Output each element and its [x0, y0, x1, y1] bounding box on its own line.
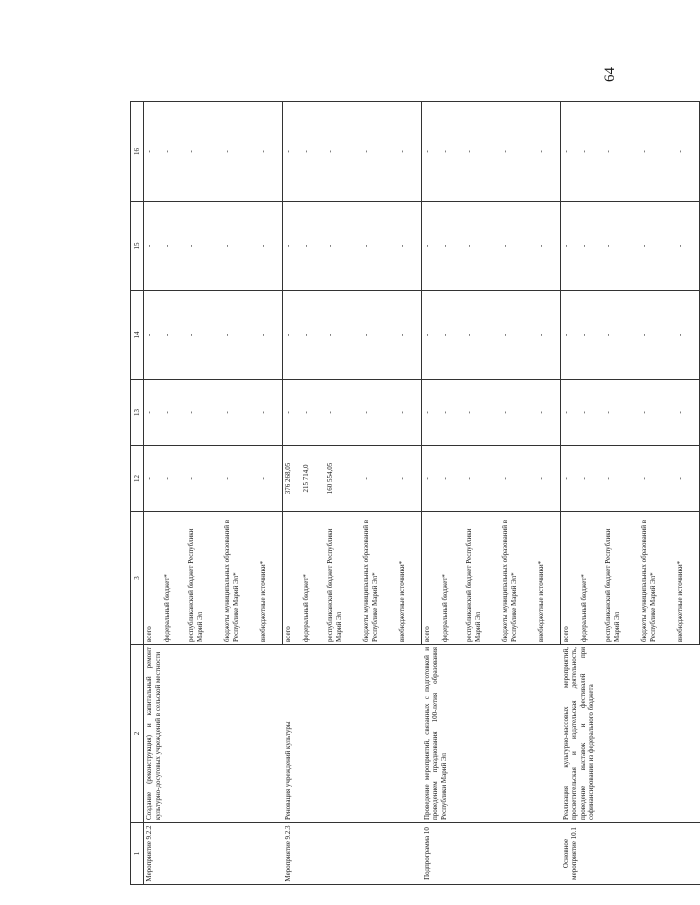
value-cell: - — [361, 291, 397, 380]
value-cell: - — [536, 380, 561, 446]
value-cell: - — [301, 202, 325, 291]
value-cell: - — [325, 380, 361, 446]
value-cell: - — [361, 202, 397, 291]
value-cell: - — [283, 102, 302, 202]
value-cell: - — [422, 446, 441, 512]
value-cell: - — [162, 380, 186, 446]
table-row — [283, 102, 302, 885]
rotated-table-container — [130, 102, 685, 885]
value-cell: - — [258, 102, 283, 202]
item-code: Мероприятие 9.2.2 — [144, 823, 283, 885]
column-header: 16 — [131, 102, 144, 202]
value-cell: - — [422, 102, 441, 202]
value-cell: - — [675, 102, 700, 202]
value-cell: - — [536, 102, 561, 202]
item-name: Реновация учреждений культуры — [283, 645, 422, 823]
value-cell: - — [162, 202, 186, 291]
value-cell: - — [361, 102, 397, 202]
value-cell: - — [440, 291, 464, 380]
value-cell: - — [144, 380, 163, 446]
value-cell: - — [464, 380, 500, 446]
value-cell: - — [464, 102, 500, 202]
value-cell: - — [186, 380, 222, 446]
funding-source: внебюджетные источники* — [675, 512, 700, 645]
funding-source: федеральный бюджет* — [162, 512, 186, 645]
value-cell: - — [325, 202, 361, 291]
value-cell: - — [361, 380, 397, 446]
item-code: Подпрограмма 10 — [422, 823, 561, 885]
value-cell: - — [500, 291, 536, 380]
value-cell: - — [186, 291, 222, 380]
funding-source: внебюджетные источники* — [397, 512, 422, 645]
funding-source: внебюджетные источники* — [536, 512, 561, 645]
value-cell: - — [639, 102, 675, 202]
funding-source: всего — [561, 512, 580, 645]
value-cell: - — [500, 202, 536, 291]
funding-source: всего — [422, 512, 441, 645]
value-cell: - — [222, 102, 258, 202]
value-cell: - — [222, 202, 258, 291]
column-header: 12 — [131, 446, 144, 512]
value-cell: - — [283, 202, 302, 291]
table-row — [422, 102, 441, 885]
value-cell: - — [361, 446, 397, 512]
column-header: 3 — [131, 512, 144, 645]
item-name: Проведение мероприятий, связанных с подготовкой и проведением празднования 100-летия образования Республики Марий Эл — [422, 645, 561, 823]
value-cell: - — [325, 102, 361, 202]
table-row — [144, 102, 163, 885]
page-number: 64 — [602, 67, 618, 82]
value-cell: - — [222, 380, 258, 446]
funding-source: республиканский бюджет Республики Марий Эл — [603, 512, 639, 645]
value-cell: - — [579, 202, 603, 291]
value-cell: - — [579, 446, 603, 512]
value-cell: - — [186, 202, 222, 291]
value-cell: - — [675, 380, 700, 446]
item-name: Создание (реконструкция) и капитальный ремонт культурно-досуговых учреждений в сельской местности — [144, 645, 283, 823]
column-header: 13 — [131, 380, 144, 446]
funding-source: республиканский бюджет Республики Марий Эл — [464, 512, 500, 645]
value-cell: - — [440, 446, 464, 512]
value-cell: - — [186, 102, 222, 202]
value-cell: - — [579, 380, 603, 446]
value-cell: - — [186, 446, 222, 512]
value-cell: - — [162, 446, 186, 512]
value-cell: - — [603, 380, 639, 446]
value-cell: - — [422, 291, 441, 380]
value-cell: - — [675, 446, 700, 512]
value-cell: - — [258, 380, 283, 446]
funding-source: республиканский бюджет Республики Марий Эл — [325, 512, 361, 645]
value-cell: - — [422, 380, 441, 446]
value-cell: - — [603, 202, 639, 291]
funding-source: бюджеты муниципальных образований в Республике Марий Эл* — [639, 512, 675, 645]
funding-source: бюджеты муниципальных образований в Республике Марий Эл* — [500, 512, 536, 645]
item-name: Реализация культурно-массовых мероприятий, просветительская и издательская деятельность, проведение выставок и фестивалей при софинансировании из федерального бюджета — [561, 645, 700, 823]
value-cell: - — [258, 291, 283, 380]
item-code: Основное мероприятие 10.1 — [561, 823, 700, 885]
value-cell: - — [440, 202, 464, 291]
funding-source: федеральный бюджет* — [440, 512, 464, 645]
value-cell: - — [144, 202, 163, 291]
funding-source: внебюджетные источники* — [258, 512, 283, 645]
value-cell: - — [579, 102, 603, 202]
funding-source: федеральный бюджет* — [579, 512, 603, 645]
value-cell: - — [325, 291, 361, 380]
value-cell: - — [222, 446, 258, 512]
value-cell: - — [440, 380, 464, 446]
value-cell: - — [422, 202, 441, 291]
value-cell: - — [639, 202, 675, 291]
value-cell: - — [639, 380, 675, 446]
value-cell: - — [397, 380, 422, 446]
value-cell: - — [561, 202, 580, 291]
value-cell: - — [258, 446, 283, 512]
value-cell: 160 554,05 — [325, 446, 361, 512]
table-body — [144, 102, 700, 885]
value-cell: - — [536, 202, 561, 291]
value-cell: - — [500, 446, 536, 512]
funding-source: бюджеты муниципальных образований в Республике Марий Эл* — [222, 512, 258, 645]
funding-source: федеральный бюджет* — [301, 512, 325, 645]
value-cell: - — [301, 102, 325, 202]
funding-source: республиканский бюджет Республики Марий Эл — [186, 512, 222, 645]
value-cell: - — [144, 102, 163, 202]
column-header: 14 — [131, 291, 144, 380]
value-cell: - — [283, 380, 302, 446]
value-cell: - — [536, 446, 561, 512]
column-header: 1 — [131, 823, 144, 885]
funding-source: всего — [144, 512, 163, 645]
budget-table — [130, 101, 700, 885]
value-cell: - — [283, 291, 302, 380]
value-cell: - — [397, 446, 422, 512]
value-cell: - — [500, 380, 536, 446]
value-cell: - — [603, 102, 639, 202]
value-cell: - — [301, 291, 325, 380]
value-cell: - — [561, 291, 580, 380]
value-cell: - — [464, 291, 500, 380]
value-cell: - — [464, 202, 500, 291]
item-code: Мероприятие 9.2.3 — [283, 823, 422, 885]
value-cell: - — [579, 291, 603, 380]
value-cell: - — [603, 446, 639, 512]
value-cell: - — [639, 446, 675, 512]
column-header: 2 — [131, 645, 144, 823]
value-cell: 215 714,0 — [301, 446, 325, 512]
column-header: 15 — [131, 202, 144, 291]
value-cell: - — [536, 291, 561, 380]
value-cell: - — [675, 291, 700, 380]
value-cell: - — [675, 202, 700, 291]
value-cell: - — [162, 291, 186, 380]
value-cell: - — [500, 102, 536, 202]
value-cell: - — [561, 446, 580, 512]
value-cell: - — [258, 202, 283, 291]
value-cell: - — [440, 102, 464, 202]
value-cell: - — [603, 291, 639, 380]
funding-source: бюджеты муниципальных образований в Республике Марий Эл* — [361, 512, 397, 645]
funding-source: всего — [283, 512, 302, 645]
value-cell: - — [561, 380, 580, 446]
value-cell: - — [301, 380, 325, 446]
value-cell: - — [639, 291, 675, 380]
header-row — [131, 102, 144, 885]
value-cell: - — [464, 446, 500, 512]
value-cell: 376 268,05 — [283, 446, 302, 512]
value-cell: - — [397, 202, 422, 291]
value-cell: - — [397, 102, 422, 202]
table-row — [561, 102, 580, 885]
value-cell: - — [222, 291, 258, 380]
value-cell: - — [561, 102, 580, 202]
value-cell: - — [397, 291, 422, 380]
value-cell: - — [144, 291, 163, 380]
value-cell: - — [144, 446, 163, 512]
value-cell: - — [162, 102, 186, 202]
